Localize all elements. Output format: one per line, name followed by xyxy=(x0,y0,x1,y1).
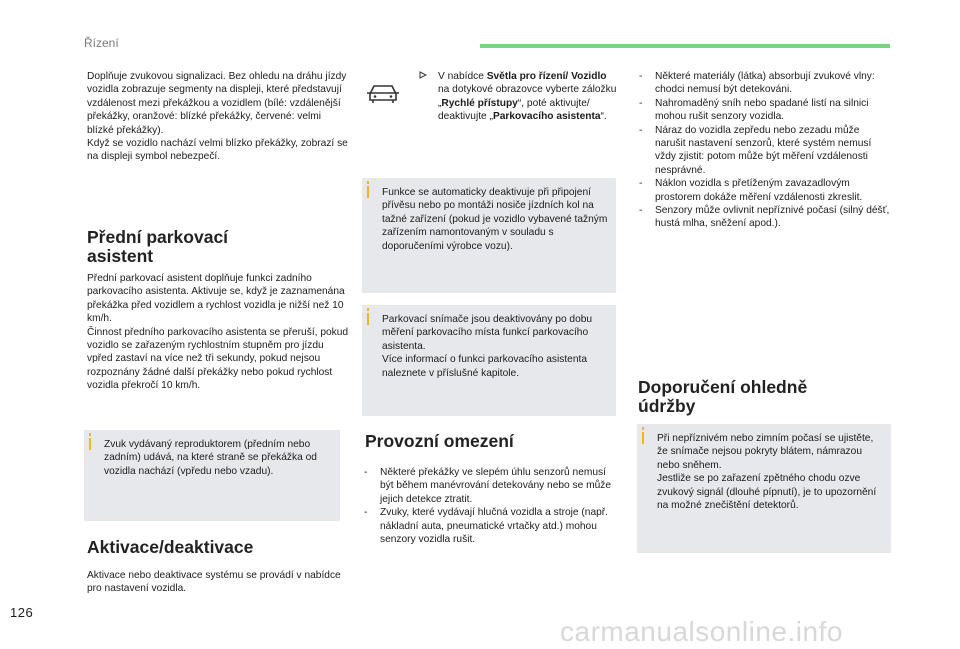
info-i-icon-stem xyxy=(89,438,91,450)
body-paragraph: Činnost předního parkovacího asistenta se přeruší, pokud vozidlo se zařazeným rychlostním stupněm pro jízdu vpřed zastaví na více než tři sekundy, pokud nejsou rozpoznány žádné další překážky nebo pokud rychlost vozidla překročí 10 km/h. xyxy=(87,326,349,392)
list-item: - Senzory může ovlivnit nepříznivé počasí (silný déšť, hustá mlha, sněžení apod.). xyxy=(637,204,891,231)
note-paragraph: Více informací o funkci parkovacího asistenta naleznete v příslušné kapitole. xyxy=(382,354,587,379)
instruction-text: “, poté aktivujte/ deaktivujte „ xyxy=(438,97,590,123)
info-i-icon-stem xyxy=(367,186,369,198)
instruction-text: V nabídce xyxy=(438,71,487,82)
car-settings-icon xyxy=(364,78,402,106)
intro-text xyxy=(87,70,349,164)
watermark: carmanualsonline.info xyxy=(560,616,843,647)
note-box-trailer xyxy=(362,178,616,293)
limits-list xyxy=(362,466,618,546)
heading-operational-limits: Provozní omezení xyxy=(365,431,514,451)
page-number: 126 xyxy=(10,605,34,620)
heading-activation: Aktivace/deaktivace xyxy=(87,537,254,557)
front-assist-body xyxy=(87,272,349,393)
list-item: - Zvuky, které vydávají hlučná vozidla a stroje (např. nákladní auta, pneumatické vrtačky atd.) mohou senzory vozidla rušit. xyxy=(362,506,618,546)
list-item: - Některé překážky ve slepém úhlu senzorů nemusí být během manévrování detekovány nebo se může jejich detekce ztratit. xyxy=(362,466,618,506)
menu-name: Světla pro řízení/ Vozidlo xyxy=(486,71,607,82)
instruction-text: na dotykové obrazovce vyberte záložku „ xyxy=(438,84,617,109)
note-text: Zvuk vydávaný reproduktorem (předním nebo zadním) udává, na které straně se překážka od vozidla nachází (vpředu nebo vzadu). xyxy=(104,439,317,477)
note-box-sensors-deactivated xyxy=(362,305,616,416)
note-text xyxy=(657,432,883,512)
body-paragraph: Přední parkovací asistent doplňuje funkci zadního parkovacího asistenta. Aktivuje se, když je zaznamenána překážka před vozidlem a rychlost vozidla je nižší než 10 km/h. xyxy=(87,273,345,325)
heading-front-parking-assist: Přední parkovací asistent xyxy=(87,227,229,266)
limits-list-continued xyxy=(637,70,891,231)
list-item: - Náraz do vozidla zepředu nebo zezadu může narušit nastavení senzorů, které systém nemusí vždy zjistit: potom může být měření vzdálenosti nesprávné. xyxy=(637,124,891,178)
note-paragraph: Parkovací snímače jsou deaktivovány po dobu měření parkovacího místa funkcí parkovacího asistenta. xyxy=(382,314,593,352)
intro-paragraph: Doplňuje zvukovou signalizaci. Bez ohledu na dráhu jízdy vozidla zobrazuje segmenty na displeji, které představují vzdálenost mezi překážkou a vozidlem (bílé: vzdálenější překážky, oranžové: blízké překážky, červené: velmi blízké překážky). xyxy=(87,71,347,136)
info-i-icon-stem xyxy=(367,313,369,325)
info-i-icon xyxy=(89,433,91,436)
note-box-maintenance xyxy=(637,424,891,553)
feature-name: Parkovacího asistenta xyxy=(492,111,601,123)
touchscreen-instruction xyxy=(438,70,618,124)
note-text: Funkce se automaticky deaktivuje při připojení přívěsu nebo po montáži nosiče jízdních kol na tažné zařízení (pokud je vozidlo vybavené tažným zařízením namontovaným v souladu s doporučeními výrobce vozu). xyxy=(382,187,608,252)
info-i-icon xyxy=(367,181,369,184)
note-paragraph: Jestliže se po zařazení zpětného chodu ozve zvukový signál (dlouhé pípnutí), je to upozornění na možné znečištění detektorů. xyxy=(657,473,877,512)
info-i-icon-stem xyxy=(642,432,644,444)
triangle-right-icon xyxy=(419,71,427,81)
instruction-text: “. xyxy=(600,111,607,123)
list-item: - Náklon vozidla s přetíženým zavazadlovým prostorem dokáže měření vzdálenosti zkreslit. xyxy=(637,177,891,204)
list-item: - Nahromaděný sníh nebo spadané listí na silnici mohou rušit senzory vozidla. xyxy=(637,97,891,124)
header-accent-bar xyxy=(480,44,890,48)
info-i-icon xyxy=(642,427,644,430)
activation-body: Aktivace nebo deaktivace systému se provádí v nabídce pro nastavení vozidla. xyxy=(87,570,341,595)
note-paragraph: Při nepříznivém nebo zimním počasí se ujistěte, že snímače nejsou pokryty blátem, námrazou nebo sněhem. xyxy=(657,433,874,471)
list-item: - Některé materiály (látka) absorbují zvukové vlny: chodci nemusí být detekováni. xyxy=(637,70,891,97)
heading-maintenance: Doporučení ohledně údržby xyxy=(638,377,808,416)
note-box-speaker xyxy=(84,430,340,521)
intro-paragraph: Když se vozidlo nachází velmi blízko překážky, zobrazí se na displeji symbol nebezpečí. xyxy=(87,138,348,163)
tab-name: Rychlé přístupy xyxy=(441,97,518,109)
info-i-icon xyxy=(367,308,369,311)
note-text xyxy=(382,313,610,380)
section-title: Řízení xyxy=(84,36,119,50)
